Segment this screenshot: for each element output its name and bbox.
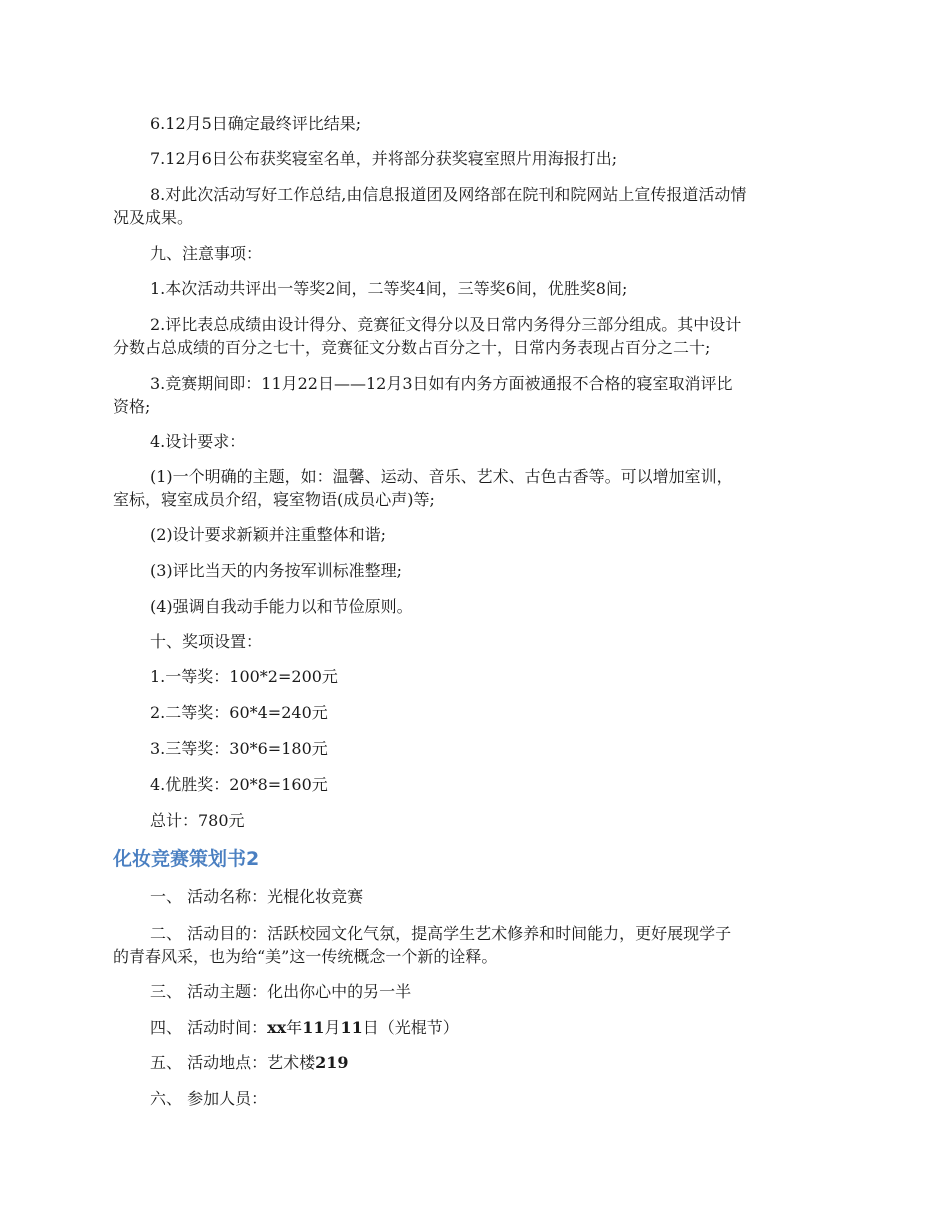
document-title-2: 化妆竞赛策划书2 [113,848,260,870]
info-item: 六、 参加人员： [150,1089,268,1108]
sub-item: (1)一个明确的主题，如：温馨、运动、音乐、艺术、古色古香等。可以增加室训， [150,467,733,486]
time-nian: 年 [286,1018,303,1037]
time-year: xx [267,1018,287,1037]
paragraph: 7.12月6日公布获奖寝室名单，并将部分获奖寝室照片用海报打出; [150,149,618,168]
award-item: 3.三等奖：30*6=180元 [150,739,328,758]
info-item-time [150,1017,459,1039]
time-suffix: 日（光棍节） [362,1018,459,1037]
sub-item: (3)评比当天的内务按军训标准整理; [150,561,403,580]
info-item: 二、 活动目的：活跃校园文化气氛，提高学生艺术修养和时间能力，更好展现学子 [150,924,732,943]
list-item-continuation: 资格; [113,397,151,416]
section-heading-9: 九、注意事项： [150,244,263,263]
time-label: 四、 活动时间： [150,1018,268,1037]
sub-item: (2)设计要求新颖并注重整体和谐; [150,525,387,544]
location-room: 219 [315,1053,349,1072]
sub-item-continuation: 室标，寝室成员介绍，寝室物语(成员心声)等; [113,490,435,509]
time-month: 11 [302,1018,325,1037]
sub-item: (4)强调自我动手能力以和节俭原则。 [150,597,413,616]
section-heading-10: 十、奖项设置： [150,632,263,651]
list-item: 3.竞赛期间即：11月22日——12月3日如有内务方面被通报不合格的寝室取消评比 [150,374,733,393]
info-item-location [150,1052,349,1074]
location-label: 五、 活动地点：艺术楼 [150,1053,316,1072]
paragraph: 8.对此次活动写好工作总结,由信息报道团及网络部在院刊和院网站上宣传报道活动情 [150,185,747,204]
time-day: 11 [340,1018,363,1037]
time-yue: 月 [324,1018,341,1037]
paragraph: 6.12月5日确定最终评比结果; [150,114,362,133]
list-item-continuation: 分数占总成绩的百分之七十，竞赛征文分数占百分之十，日常内务表现占百分之二十; [113,338,711,357]
list-item: 2.评比表总成绩由设计得分、竞赛征文得分以及日常内务得分三部分组成。其中设计 [150,315,742,334]
info-item: 三、 活动主题：化出你心中的另一半 [150,982,412,1001]
info-item-continuation: 的青春风采，也为给“美”这一传统概念一个新的诠释。 [113,947,498,966]
award-item: 2.二等奖：60*4=240元 [150,703,328,722]
info-item: 一、 活动名称：光棍化妆竞赛 [150,887,364,906]
award-item: 1.一等奖：100*2=200元 [150,667,338,686]
total-line: 总计：780元 [150,811,245,830]
list-item: 4.设计要求： [150,432,246,451]
award-item: 4.优胜奖：20*8=160元 [150,775,328,794]
list-item: 1.本次活动共评出一等奖2间，二等奖4间，三等奖6间，优胜奖8间; [150,279,628,298]
paragraph-continuation: 况及成果。 [113,208,194,227]
